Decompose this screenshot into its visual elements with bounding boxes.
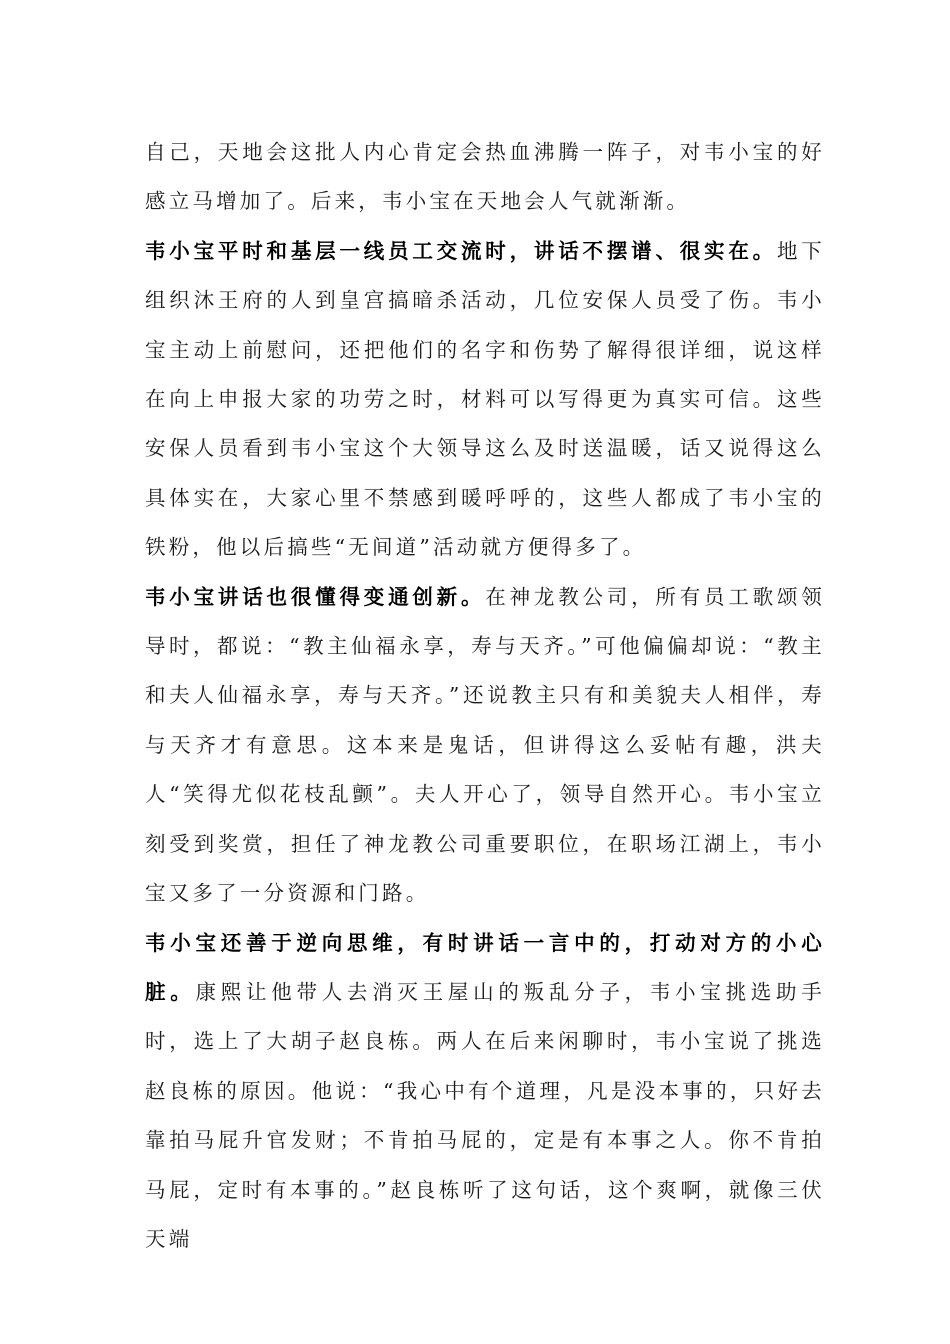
paragraph-1-text: 自己，天地会这批人内心肯定会热血沸腾一阵子，对韦小宝的好感立马增加了。后来，韦小宝在天地会人气就渐渐。 bbox=[145, 140, 825, 214]
paragraph-4-lead: 韦小宝还善于逆向思维，有时讲话一言中的，打动对方的小心脏。 bbox=[145, 930, 825, 1004]
paragraph-2 bbox=[145, 227, 825, 573]
paragraph-3 bbox=[145, 573, 825, 919]
paragraph-4-text: 康熙让他带人去消灭王屋山的叛乱分子，韦小宝挑选助手时，选上了大胡子赵良栋。两人在后来闲聊时，韦小宝说了挑选赵良栋的原因。他说：“我心中有个道理，凡是没本事的，只好去靠拍马屁升官发财；不肯拍马屁的，定是有本事之人。你不肯拍马屁，定时有本事的。”赵良栋听了这句话，这个爽啊，就像三伏天端 bbox=[145, 979, 825, 1251]
paragraph-3-lead: 韦小宝讲话也很懂得变通创新。 bbox=[145, 584, 486, 609]
paragraph-1 bbox=[145, 128, 825, 227]
paragraph-3-text: 在神龙教公司，所有员工歌颂领导时，都说：“教主仙福永享，寿与天齐。”可他偏偏却说：“教主和夫人仙福永享，寿与天齐。”还说教主只有和美貌夫人相伴，寿与天齐才有意思。这本来是鬼话，但讲得这么妥帖有趣，洪夫人“笑得尤似花枝乱颤”。夫人开心了，领导自然开心。韦小宝立刻受到奖赏，担任了神龙教公司重要职位，在职场江湖上，韦小宝又多了一分资源和门路。 bbox=[145, 584, 825, 906]
paragraph-2-text: 地下组织沐王府的人到皇宫搞暗杀活动，几位安保人员受了伤。韦小宝主动上前慰问，还把他们的名字和伤势了解得很详细，说这样在向上申报大家的功劳之时，材料可以写得更为真实可信。这些安保人员看到韦小宝这个大领导这么及时送温暖，话又说得这么具体实在，大家心里不禁感到暖呼呼的，这些人都成了韦小宝的铁粉，他以后搞些“无间道”活动就方便得多了。 bbox=[145, 238, 825, 560]
paragraph-4 bbox=[145, 919, 825, 1265]
article-body bbox=[145, 128, 825, 1264]
paragraph-2-lead: 韦小宝平时和基层一线员工交流时，讲话不摆谱、很实在。 bbox=[145, 238, 777, 263]
